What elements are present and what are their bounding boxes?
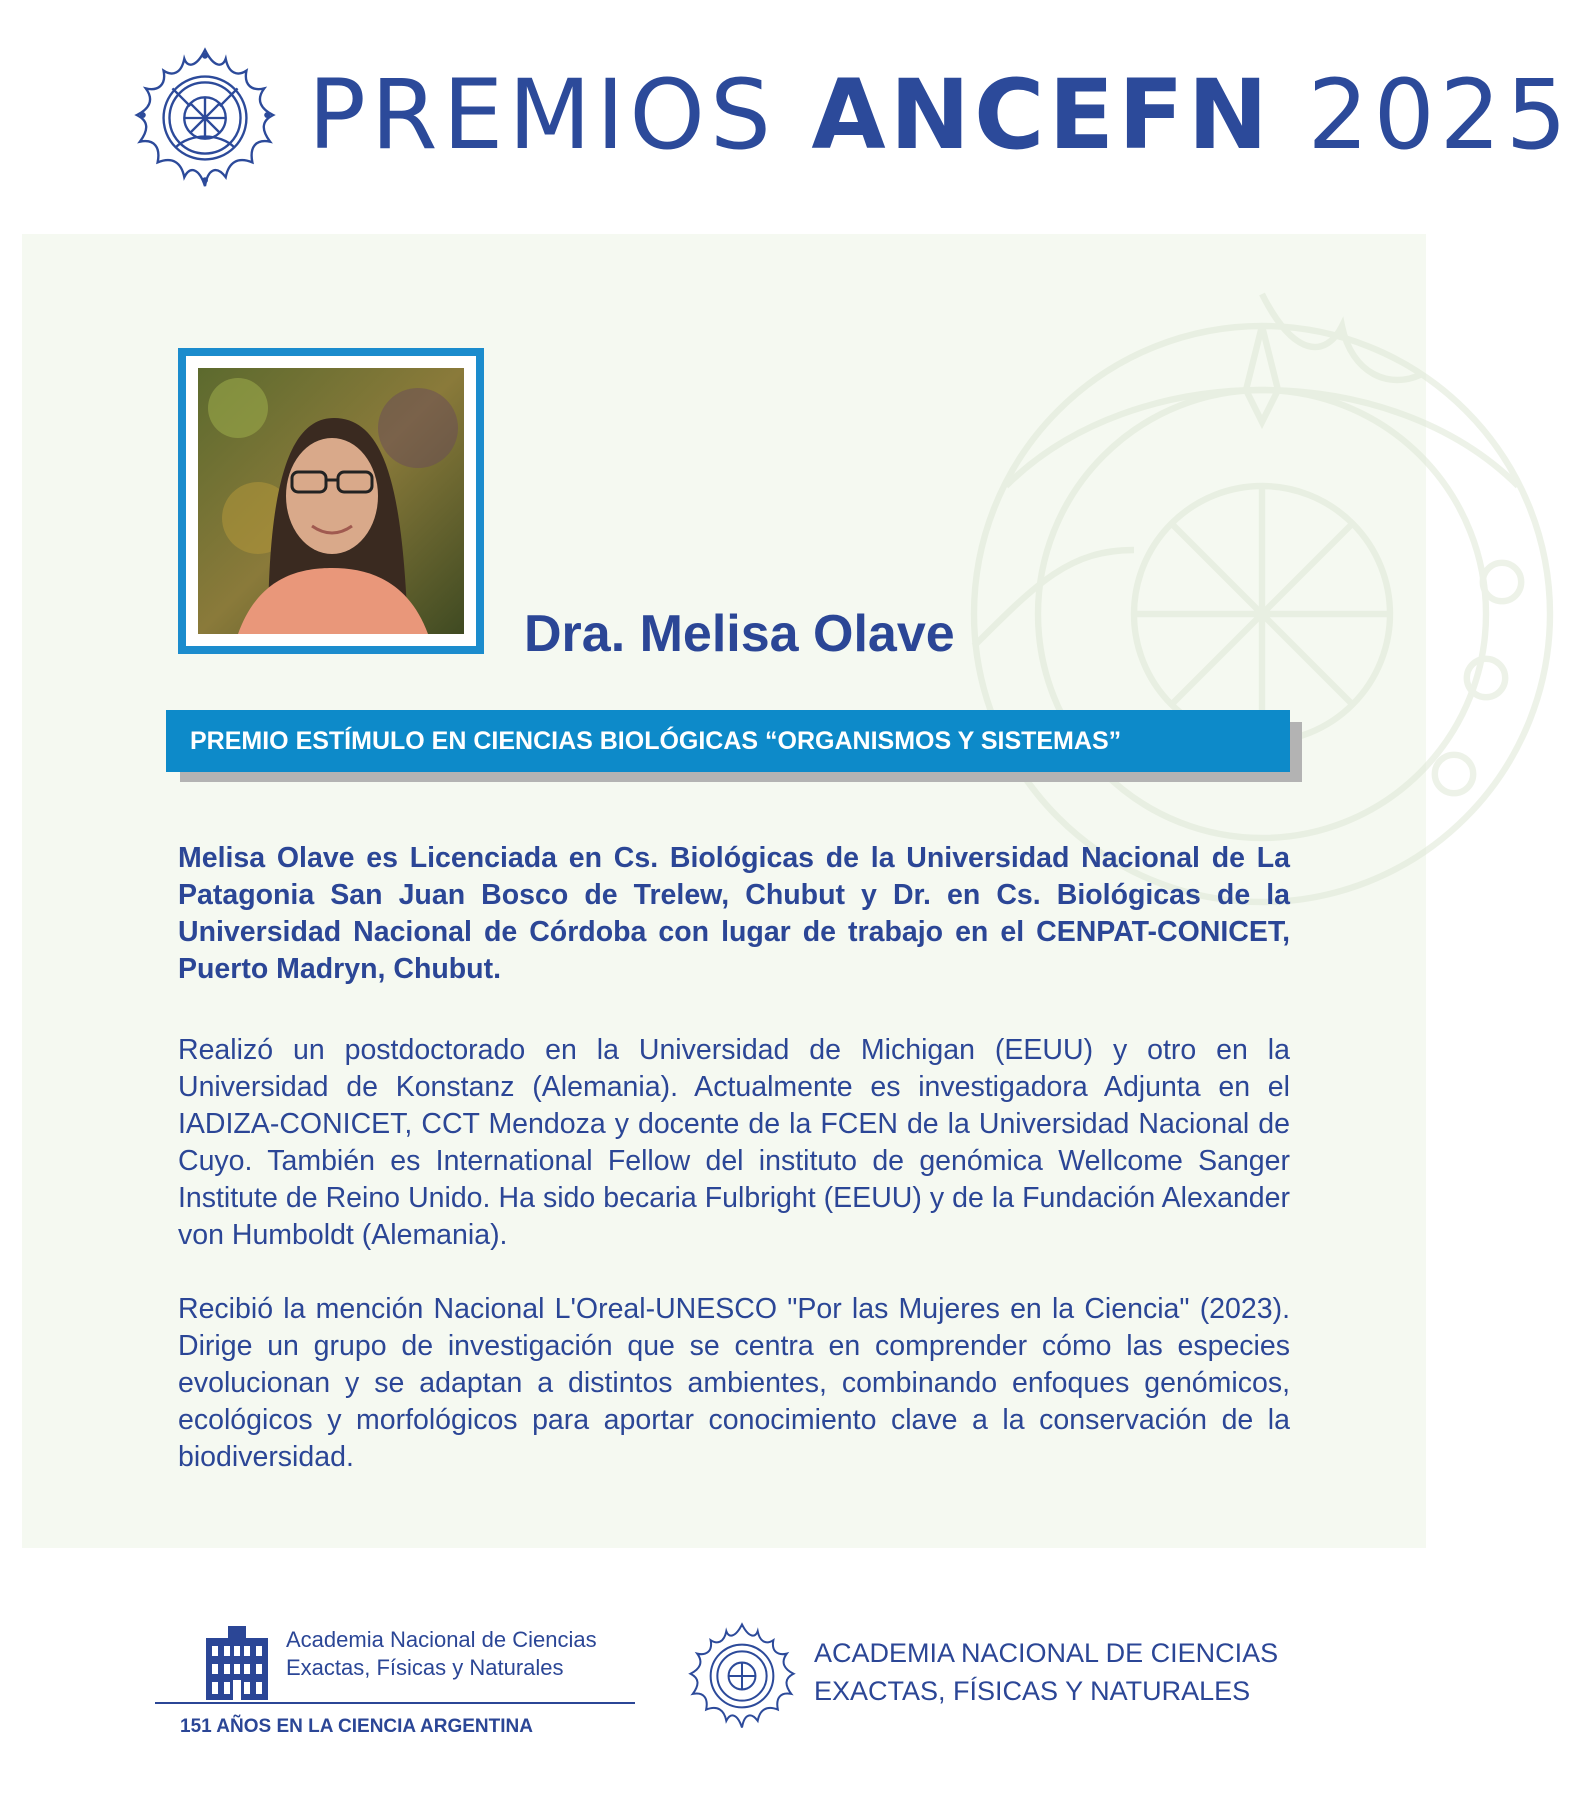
page-header [0, 0, 1572, 230]
page-title [308, 60, 1572, 170]
seal-watermark-icon [942, 294, 1582, 934]
footer-left-line-2: Exactas, Físicas y Naturales [286, 1655, 564, 1680]
footer-years-tagline: 151 AÑOS EN LA CIENCIA ARGENTINA [180, 1716, 533, 1737]
award-panel [22, 234, 1426, 1548]
portrait-frame [178, 348, 484, 654]
academy-seal-icon [131, 44, 279, 192]
footer-left-line-1: Academia Nacional de Ciencias [286, 1627, 597, 1652]
bio-paragraph-1: Melisa Olave es Licenciada en Cs. Biológicas de la Universidad Nacional de La Patagonia San Juan Bosco de Trelew, Chubut y Dr. en Cs. Biológicas de la Universidad Nacional de Córdoba con lugar de trabajo en el CENPAT-CONICET, Puerto Madryn, Chubut. [178, 842, 1290, 985]
footer-academy-logo [150, 1610, 640, 1750]
bio-paragraph-2: Realizó un postdoctorado en la Universidad de Michigan (EEUU) y otro en la Universidad de Konstanz (Alemania). Actualmente es investigadora Adjunta en el IADIZA-CONICET, CCT Mendoza y docente de la FCEN de la Universidad Nacional de Cuyo. También es International Fellow del instituto de genómica Wellcome Sanger Institute de Reino Unido. Ha sido becaria Fulbright (EEUU) y de la Fundación Alexander von Humboldt (Alemania). [178, 1034, 1290, 1251]
portrait-photo [198, 368, 464, 634]
title-premios: PREMIOS [308, 59, 776, 171]
footer-academy-fullname [814, 1634, 1278, 1710]
award-banner: PREMIO ESTÍMULO EN CIENCIAS BIOLÓGICAS “ORGANISMOS Y SISTEMAS” [166, 710, 1290, 772]
title-year: 2025 [1307, 59, 1572, 171]
footer-right-line-2: EXACTAS, FÍSICAS Y NATURALES [814, 1676, 1251, 1706]
footer-academy-name [286, 1626, 597, 1682]
title-ancefn: ANCEFN [811, 59, 1272, 171]
footer-divider [155, 1702, 635, 1704]
awardee-name: Dra. Melisa Olave [524, 605, 955, 663]
footer-right-line-1: ACADEMIA NACIONAL DE CIENCIAS [814, 1638, 1279, 1668]
bio-paragraph-3: Recibió la mención Nacional L'Oreal-UNESCO "Por las Mujeres en la Ciencia" (2023). Dirige un grupo de investigación que se centra en comprender cómo las especies evolucionan y se adaptan a distintos ambientes, combinando enfoques genómicos, ecológicos y morfológicos para aportar conocimiento clave a la conservación de la biodiversidad. [178, 1293, 1290, 1473]
building-icon [202, 1624, 272, 1700]
academy-seal-footer-icon [686, 1620, 798, 1732]
